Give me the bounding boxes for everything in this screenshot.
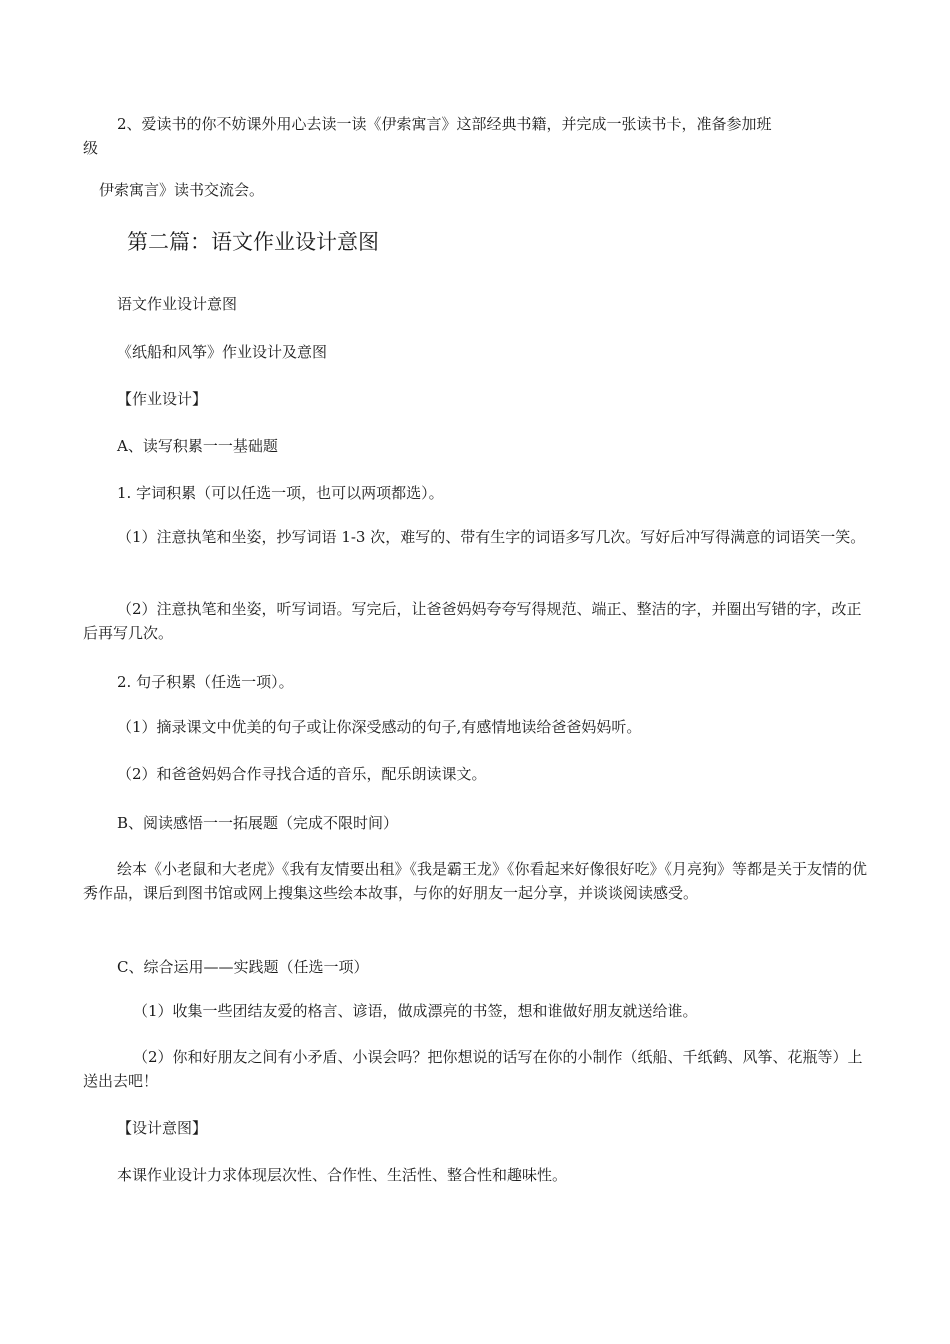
item-a1-1: （1）注意执笔和坐姿，抄写词语 1-3 次，难写的、带有生字的词语多写几次。写好后冲写得满意的词语笑一笑。 — [117, 528, 866, 546]
section-heading: 第二篇：语文作业设计意图 — [127, 230, 379, 254]
item-a1-2: （2）注意执笔和坐姿，听写词语。写完后，让爸爸妈妈夸夸写得规范、端正、整洁的字，并圈出写错的字，改正后再写几次。 — [83, 600, 862, 642]
paragraph-reading-line3: 伊索寓言》读书交流会。 — [99, 181, 265, 199]
item-a2-2: （2）和爸爸妈妈合作寻找合适的音乐，配乐朗读课文。 — [117, 765, 487, 783]
document-title: 语文作业设计意图 — [117, 295, 238, 313]
part-c-heading: C、综合运用——实践题（任选一项） — [117, 958, 369, 976]
paragraph-reading-line1: 2、爱读书的你不妨课外用心去读一读《伊索寓言》这部经典书籍，并完成一张读书卡，准备参加班 — [117, 115, 772, 133]
item-a2-1: （1）摘录课文中优美的句子或让你深受感动的句子,有感情地读给爸爸妈妈听。 — [117, 718, 642, 736]
item-a1: 1. 字词积累（可以任选一项，也可以两项都选）。 — [117, 484, 444, 502]
part-a-heading: A、读写积累一一基础题 — [117, 437, 278, 455]
part-b-heading: B、阅读感悟一一拓展题（完成不限时间） — [117, 814, 399, 832]
document-subtitle: 《纸船和风筝》作业设计及意图 — [117, 343, 328, 361]
part-b-text: 绘本《小老鼠和大老虎》《我有友情要出租》《我是霸王龙》《你看起来好像很好吃》《月亮狗》等都是关于友情的优秀作品，课后到图书馆或网上搜集这些绘本故事，与你的好朋友一起分享，并谈谈阅读感受。 — [83, 860, 868, 902]
item-a2: 2. 句子积累（任选一项）。 — [117, 673, 294, 691]
intent-text: 本课作业设计力求体现层次性、合作性、生活性、整合性和趣味性。 — [117, 1166, 568, 1184]
design-label: 【作业设计】 — [117, 390, 208, 408]
item-c2: （2）你和好朋友之间有小矛盾、小误会吗？把你想说的话写在你的小制作（纸船、千纸鹤、风筝、花瓶等）上送出去吧！ — [83, 1048, 863, 1090]
paragraph-reading-line2: 级 — [83, 139, 99, 157]
item-c1: （1）收集一些团结友爱的格言、谚语，做成漂亮的书签，想和谁做好朋友就送给谁。 — [133, 1002, 698, 1020]
intent-label: 【设计意图】 — [117, 1119, 208, 1137]
